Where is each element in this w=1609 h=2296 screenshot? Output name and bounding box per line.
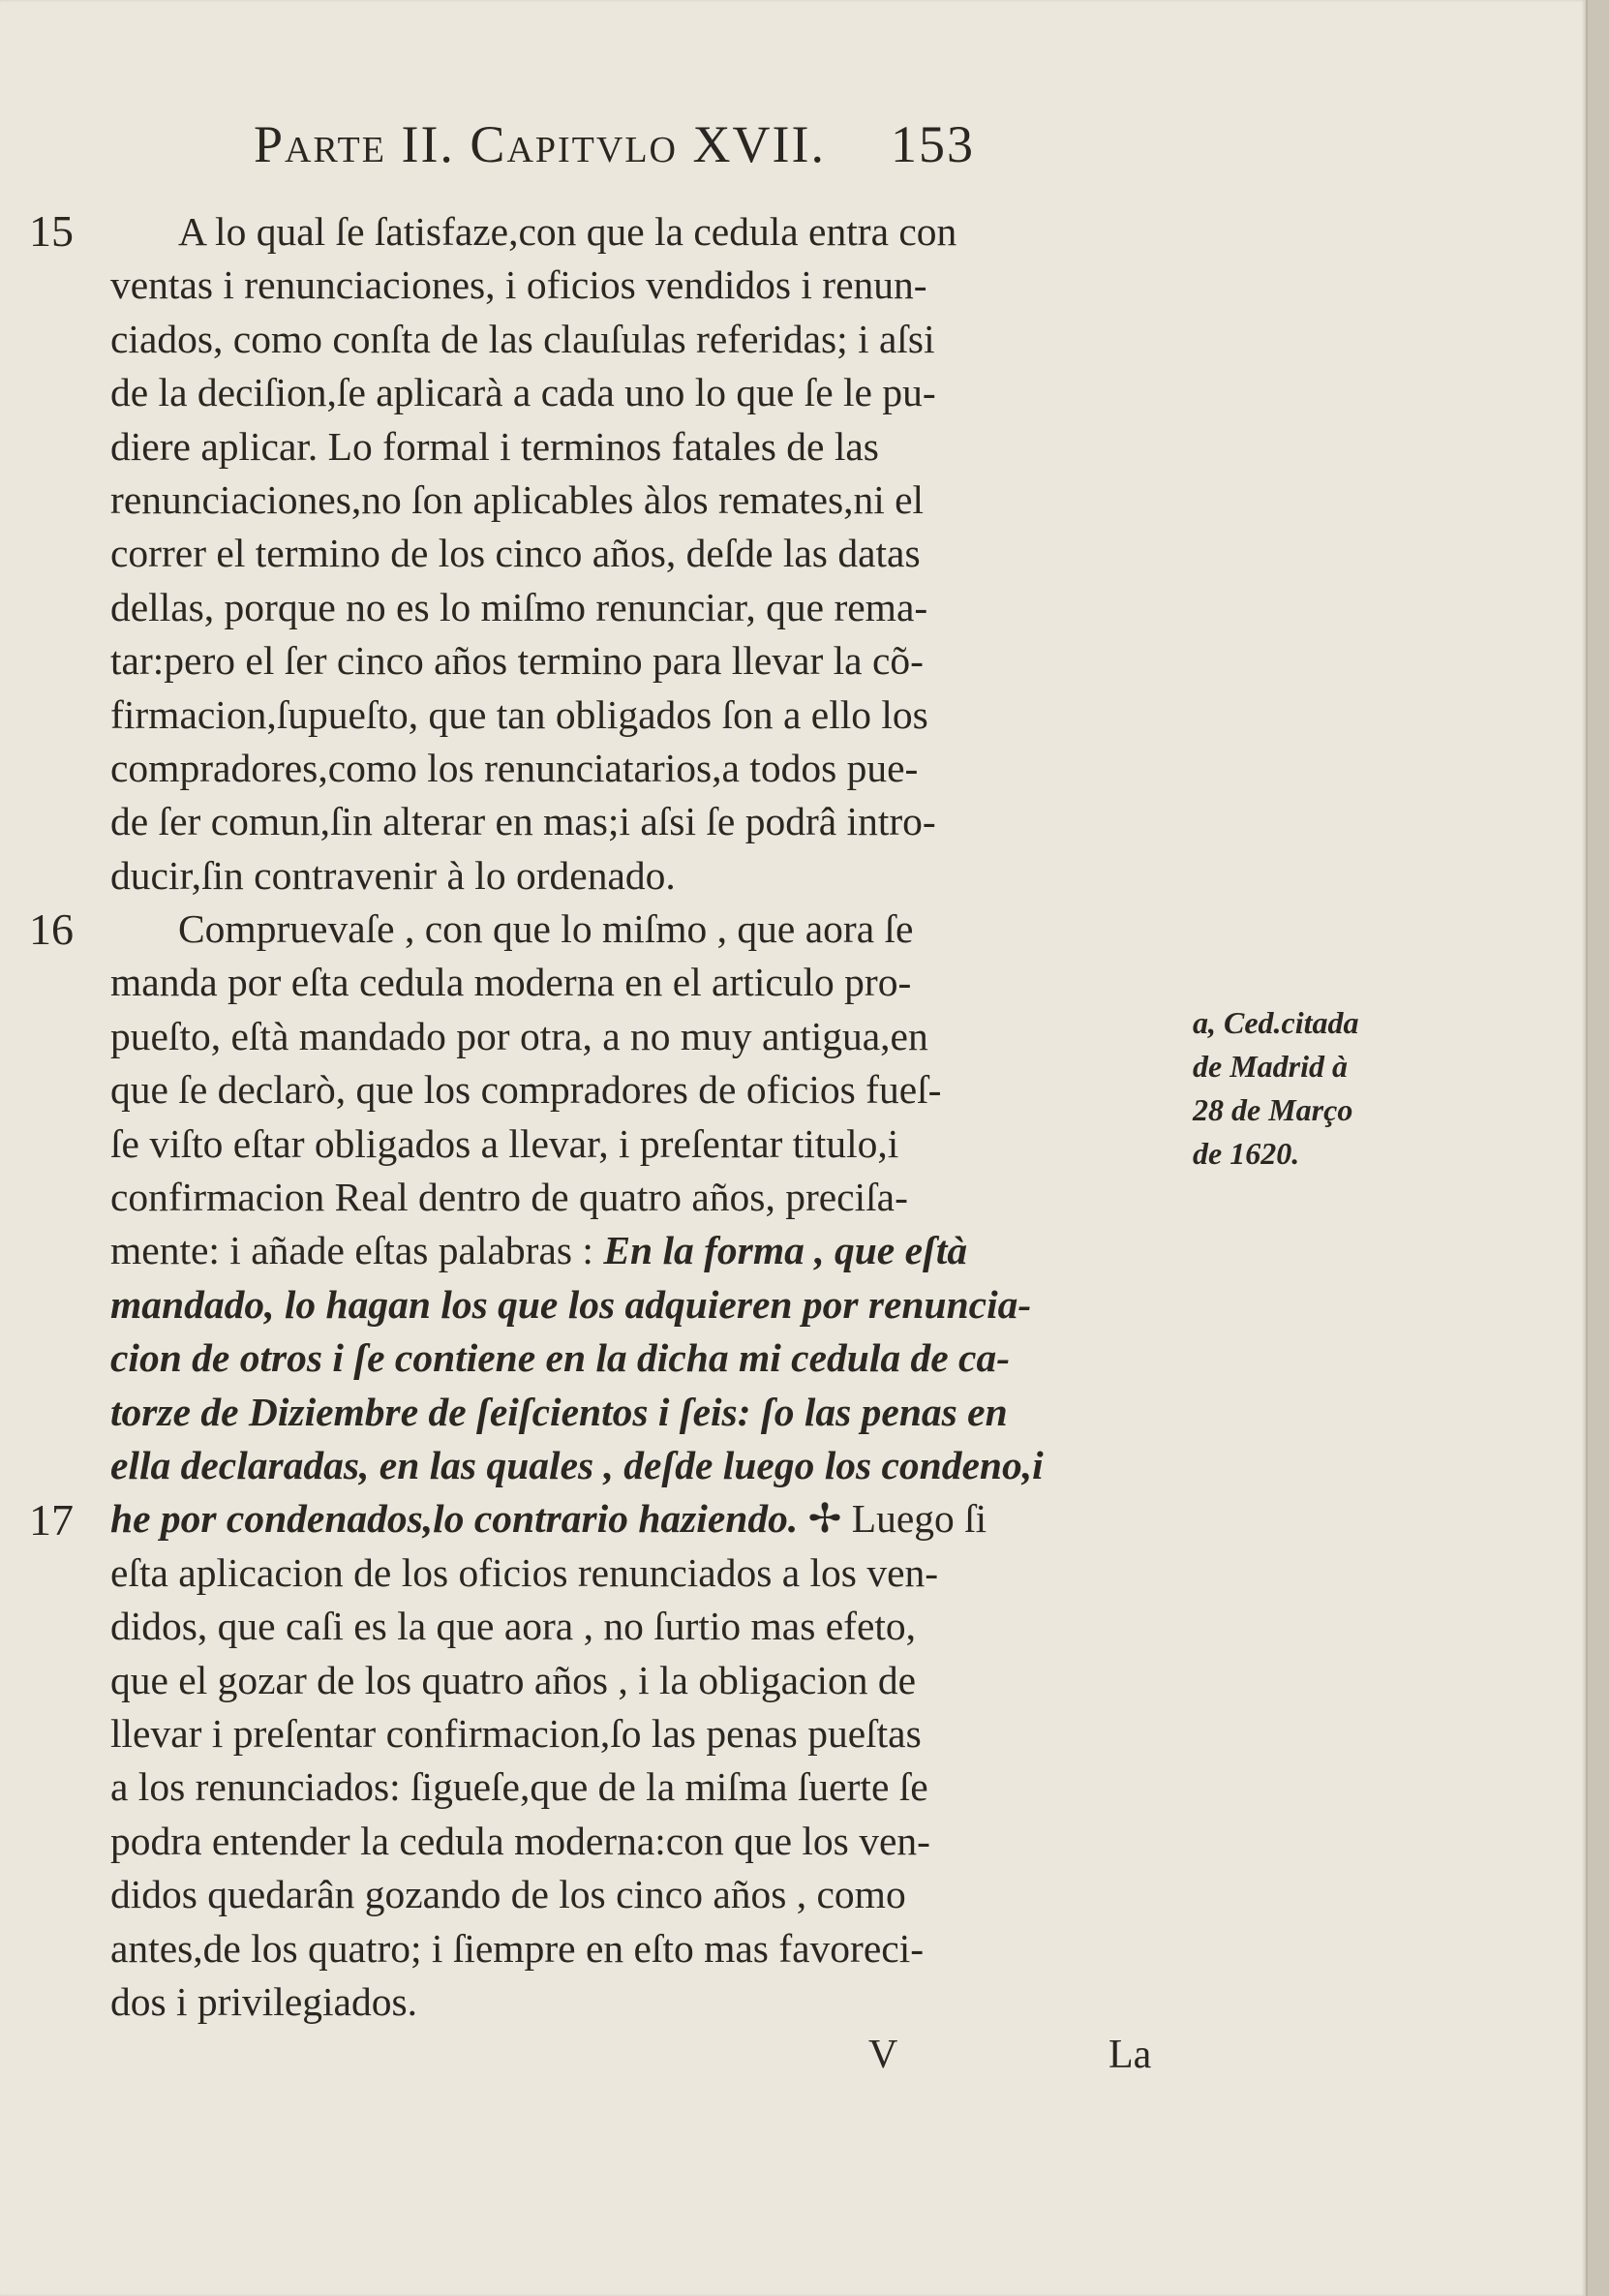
- margin-number-16: 16: [29, 904, 74, 954]
- body-text: [110, 205, 1199, 2029]
- text-line: ciados, como conſta de las clauſulas referidas; i aſsi: [110, 316, 935, 361]
- margin-number-17: 17: [29, 1495, 74, 1545]
- running-header: [254, 114, 1202, 174]
- marginal-note: [1193, 1001, 1483, 1176]
- text-line: eſta aplicacion de los oficios renunciados a los ven-: [110, 1549, 939, 1595]
- text-line: didos quedarân gozando de los cinco años , como: [110, 1872, 906, 1917]
- marginal-note-line: a, Ced.citada: [1193, 1005, 1359, 1040]
- text-line: antes,de los quatro; i ſiempre en eſto mas favoreci-: [110, 1925, 925, 1971]
- marginal-note-line: de Madrid à: [1193, 1049, 1348, 1084]
- text-line: podra entender la cedula moderna:con que los ven-: [110, 1818, 930, 1863]
- text-line: diere aplicar. Lo formal i terminos fatales de las: [110, 423, 879, 469]
- text-line: manda por eſta cedula moderna en el articulo pro-: [110, 960, 912, 1005]
- text-line: ſe viſto eſtar obligados a llevar, i preſentar titulo,i: [110, 1120, 899, 1166]
- text-line: [110, 1492, 1199, 1546]
- quotation-line: cion de otros i ſe contiene en la dicha mi cedula de ca-: [110, 1335, 1011, 1381]
- running-head: Parte II. Capitvlo XVII.: [254, 115, 826, 173]
- text-line: que ſe declarò, que los compradores de oficios fueſ-: [110, 1067, 942, 1113]
- page-number: 153: [890, 115, 975, 173]
- text-line: de la deciſion,ſe aplicarà a cada uno lo que ſe le pu-: [110, 370, 936, 415]
- marginal-note-line: 28 de Março: [1193, 1092, 1353, 1127]
- text-line: Compruevaſe , con que lo miſmo , que aora ſe: [178, 906, 914, 952]
- signature-mark: V: [868, 2033, 898, 2077]
- catchword: La: [1108, 2033, 1152, 2077]
- text-segment: ✢ Luego ſi: [798, 1496, 987, 1542]
- quotation-line: torze de Diziembre de ſeiſcientos i ſeis: ſo las penas en: [110, 1389, 1008, 1434]
- text-line: llevar i preſentar confirmacion,ſo las penas pueſtas: [110, 1710, 922, 1756]
- text-line: que el gozar de los quatro años , i la obligacion de: [110, 1657, 917, 1702]
- quotation-segment: En la forma , que eſtà: [592, 1228, 968, 1273]
- text-line: didos, que caſi es la que aora , no ſurtio mas efeto,: [110, 1604, 917, 1649]
- text-line: [110, 1224, 1199, 1277]
- text-segment: mente: i añade eſtas palabras :: [110, 1228, 593, 1273]
- page-edge: [1586, 0, 1609, 2296]
- text-line: firmacion,ſupueſto, que tan obligados ſon a ello los: [110, 691, 928, 737]
- text-line: compradores,como los renunciatarios,a todos pue-: [110, 745, 919, 790]
- text-line: correr el termino de los cinco años, deſde las datas: [110, 531, 921, 576]
- quotation-line: mandado, lo hagan los que los adquieren por renuncia-: [110, 1281, 1032, 1327]
- text-line: pueſto, eſtà mandado por otra, a no muy antigua,en: [110, 1013, 928, 1058]
- margin-number-15: 15: [29, 206, 74, 256]
- text-line: de ſer comun,ſin alterar en mas;i aſsi ſe podrâ intro-: [110, 799, 936, 844]
- text-line: A lo qual ſe ſatisfaze,con que la cedula entra con: [178, 209, 957, 254]
- text-line: renunciaciones,no ſon aplicables àlos remates,ni el: [110, 476, 925, 522]
- text-line: tar:pero el ſer cinco años termino para llevar la cõ-: [110, 638, 924, 684]
- text-line: confirmacion Real dentro de quatro años, preciſa-: [110, 1175, 908, 1220]
- text-line: a los renunciados: ſigueſe,que de la miſma ſuerte ſe: [110, 1764, 928, 1810]
- text-line: dos i privilegiados.: [110, 1978, 417, 2024]
- text-line: ducir,ſin contravenir à lo ordenado.: [110, 852, 676, 898]
- quotation-segment: he por condenados,lo contrario haziendo.: [110, 1496, 799, 1542]
- text-line: dellas, porque no es lo miſmo renunciar, que rema-: [110, 584, 928, 629]
- marginal-note-line: de 1620.: [1193, 1136, 1300, 1171]
- quotation-line: ella declaradas, en las quales , deſde luego los condeno,i: [110, 1442, 1044, 1487]
- text-line: ventas i renunciaciones, i oficios vendidos i renun-: [110, 262, 927, 308]
